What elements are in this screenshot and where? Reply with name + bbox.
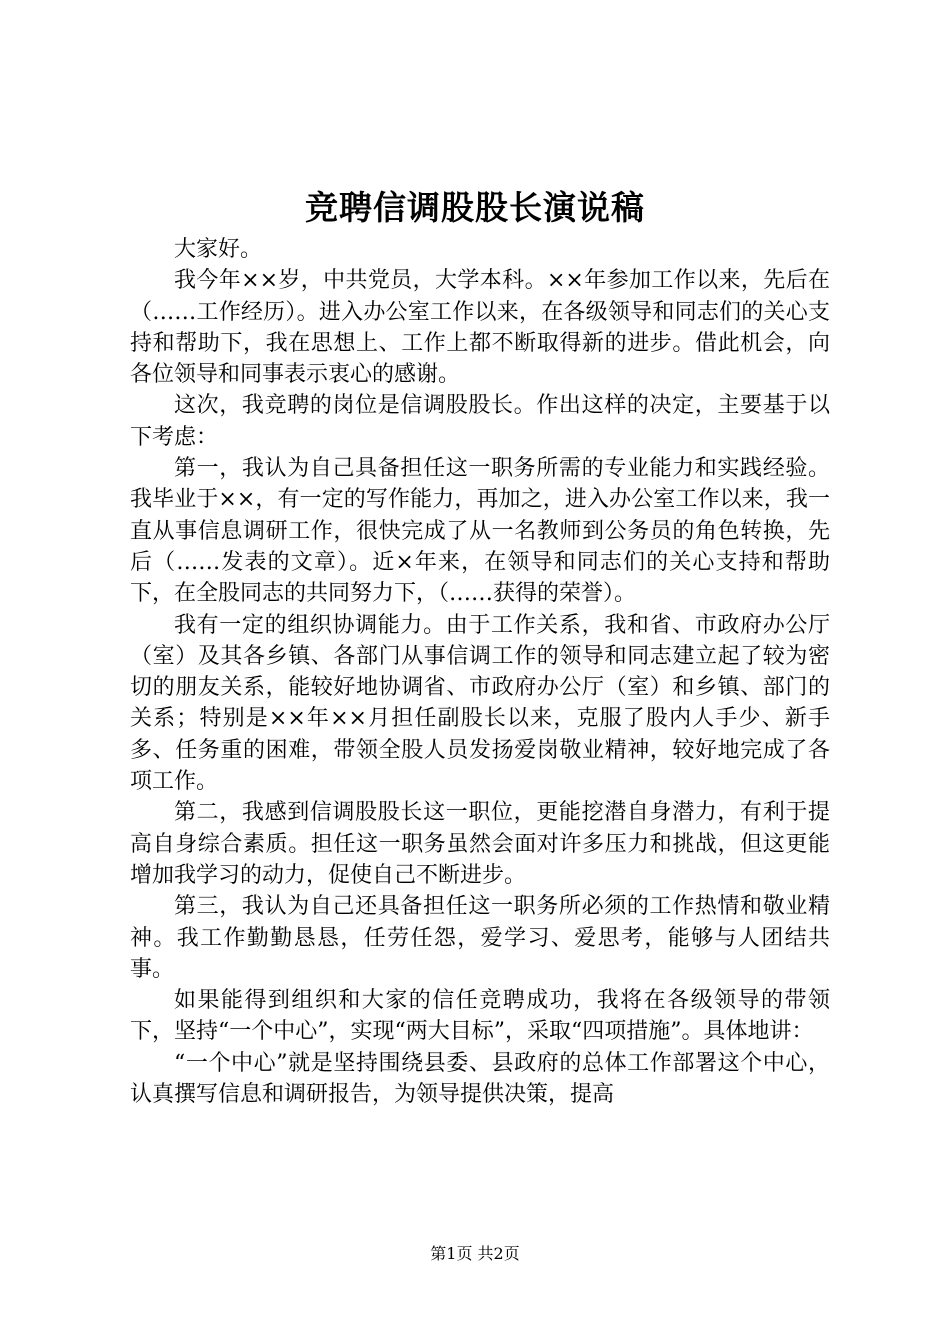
paragraph-self-intro: 我今年××岁，中共党员，大学本科。××年参加工作以来，先后在（……工作经历）。进入办公室工作以来，在各级领导和同志们的关心支持和帮助下，我在思想上、工作上都不断取得新的进步。借此机会，向各位领导和同事表示衷心的感谢。 <box>130 268 830 388</box>
paragraph-one-center: “一个中心”就是坚持围绕县委、县政府的总体工作部署这个中心，认真撰写信息和调研报告，为领导提供决策，提高 <box>130 1050 830 1108</box>
paragraph-third-reason: 第三，我认为自己还具备担任这一职务所必须的工作热情和敬业精神。我工作勤勤恳恳，任劳任怨，爱学习、爱思考，能够与人团结共事。 <box>130 894 830 982</box>
paragraph-second-reason: 第二，我感到信调股股长这一职位，更能挖潜自身潜力，有利于提高自身综合素质。担任这一职务虽然会面对许多压力和挑战，但这更能增加我学习的动力，促使自己不断进步。 <box>130 800 830 888</box>
paragraph-position: 这次，我竞聘的岗位是信调股股长。作出这样的决定，主要基于以下考虑： <box>130 393 830 450</box>
paragraph-greeting: 大家好。 <box>174 237 263 262</box>
document-title: 竞聘信调股股长演说稿 <box>305 188 645 227</box>
paragraph-plan: 如果能得到组织和大家的信任竞聘成功，我将在各级领导的带领下，坚持“一个中心”，实现“两大目标”，采取“四项措施”。具体地讲： <box>130 988 830 1045</box>
page-footer: 第1页 共2页 <box>430 1244 520 1263</box>
paragraph-coordination: 我有一定的组织协调能力。由于工作关系，我和省、市政府办公厅（室）及其各乡镇、各部门从事信调工作的领导和同志建立起了较为密切的朋友关系，能较好地协调省、市政府办公厅（室）和乡镇、部门的关系；特别是××年××月担任副股长以来，克服了股内人手少、新手多、任务重的困难，带领全股人员发扬爱岗敬业精神，较好地完成了各项工作。 <box>130 612 830 795</box>
paragraph-first-reason: 第一，我认为自己具备担任这一职务所需的专业能力和实践经验。我毕业于××，有一定的写作能力，再加之，进入办公室工作以来，我一直从事信息调研工作，很快完成了从一名教师到公务员的角色转换，先后（……发表的文章）。近×年来，在领导和同志们的关心支持和帮助下，在全股同志的共同努力下，（……获得的荣誉）。 <box>130 456 830 607</box>
document-body <box>130 234 830 1110</box>
